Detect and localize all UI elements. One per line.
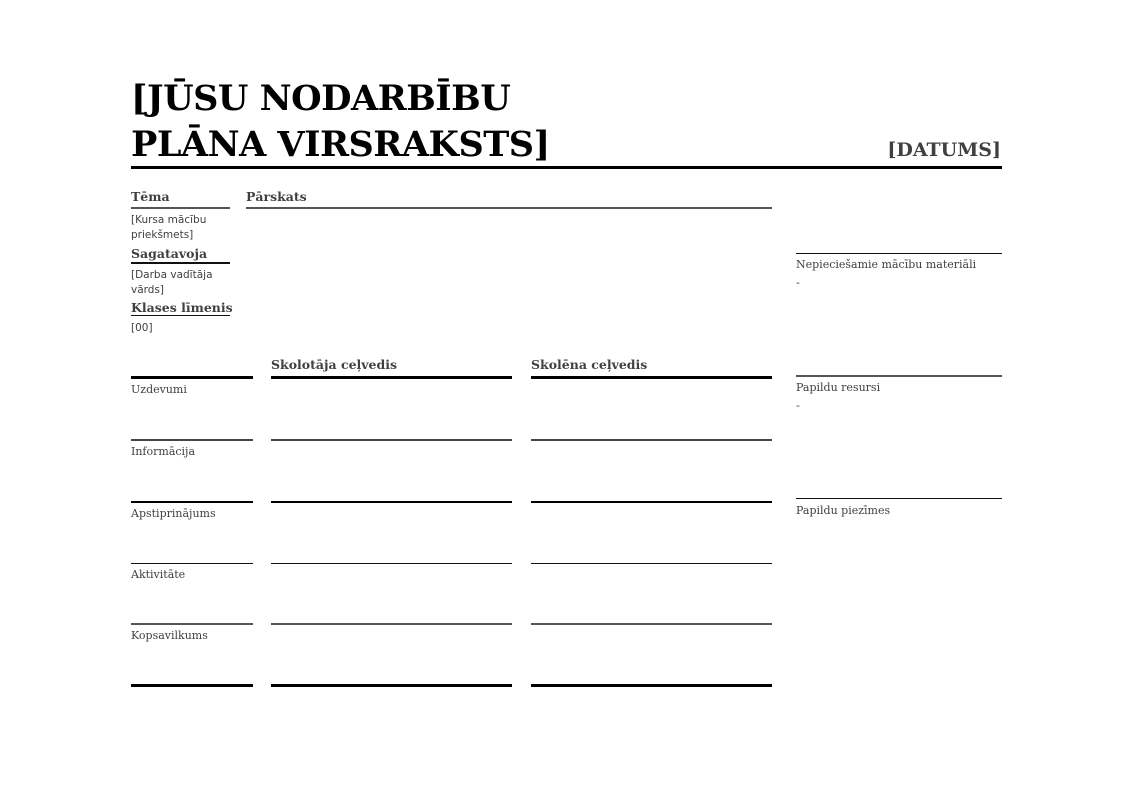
teacher-cell-summary[interactable] bbox=[271, 626, 512, 684]
student-guide-label: Skolēna ceļvedis bbox=[531, 357, 648, 372]
overview-label: Pārskats bbox=[246, 189, 307, 204]
student-cell-summary[interactable] bbox=[531, 626, 772, 684]
row-rule-4-teacher bbox=[271, 623, 512, 625]
row-rule-4-student bbox=[531, 623, 772, 625]
notes-rule bbox=[796, 498, 1002, 499]
date-field[interactable]: [DATUMS] bbox=[887, 139, 1001, 161]
row-rule-1-student bbox=[531, 439, 772, 441]
class-level-rule bbox=[131, 315, 230, 316]
prepared-by-value[interactable] bbox=[131, 268, 213, 298]
prepared-by-value-line-2: vārds] bbox=[131, 284, 165, 296]
topic-value[interactable] bbox=[131, 213, 206, 243]
overview-content-area[interactable] bbox=[246, 212, 772, 342]
row-label-summary: Kopsavilkums bbox=[131, 629, 208, 642]
row-rule-2-teacher bbox=[271, 501, 512, 503]
row-rule-4-labels bbox=[131, 623, 253, 625]
teacher-cell-information[interactable] bbox=[271, 442, 512, 500]
topic-rule bbox=[131, 207, 230, 209]
title-divider bbox=[131, 166, 1002, 169]
teacher-cell-tasks[interactable] bbox=[271, 380, 512, 438]
row-rule-3-student bbox=[531, 563, 772, 564]
grid-top-rule-teacher bbox=[271, 376, 512, 379]
row-label-activity: Aktivitāte bbox=[131, 568, 186, 581]
materials-rule bbox=[796, 253, 1002, 254]
student-cell-information[interactable] bbox=[531, 442, 772, 500]
student-cell-tasks[interactable] bbox=[531, 380, 772, 438]
row-rule-5-student bbox=[531, 684, 772, 687]
row-rule-5-teacher bbox=[271, 684, 512, 687]
teacher-cell-verification[interactable] bbox=[271, 504, 512, 562]
materials-label: Nepieciešamie mācību materiāli bbox=[796, 258, 977, 271]
row-rule-1-teacher bbox=[271, 439, 512, 441]
student-cell-activity[interactable] bbox=[531, 565, 772, 623]
row-label-tasks: Uzdevumi bbox=[131, 383, 187, 396]
notes-label: Papildu piezīmes bbox=[796, 504, 891, 517]
prepared-by-label: Sagatavoja bbox=[131, 246, 208, 261]
prepared-by-value-line-1: [Darba vadītāja bbox=[131, 269, 213, 281]
row-rule-3-teacher bbox=[271, 563, 512, 564]
lesson-plan-title[interactable] bbox=[131, 76, 550, 168]
grid-top-rule-labels bbox=[131, 376, 253, 379]
row-rule-2-student bbox=[531, 501, 772, 503]
title-line-2: PLĀNA VIRSRAKSTS] bbox=[131, 124, 550, 165]
title-line-1: [JŪSU NODARBĪBU bbox=[131, 78, 511, 119]
topic-value-line-2: priekšmets] bbox=[131, 229, 194, 241]
resources-value[interactable]: - bbox=[796, 399, 800, 412]
class-level-label: Klases līmenis bbox=[131, 300, 233, 315]
topic-label: Tēma bbox=[131, 189, 170, 204]
resources-rule bbox=[796, 375, 1002, 377]
resources-label: Papildu resursi bbox=[796, 381, 881, 394]
row-rule-3-labels bbox=[131, 563, 253, 564]
row-rule-2-labels bbox=[131, 501, 253, 503]
topic-value-line-1: [Kursa mācību bbox=[131, 214, 207, 226]
student-cell-verification[interactable] bbox=[531, 504, 772, 562]
overview-rule bbox=[246, 207, 772, 209]
teacher-cell-activity[interactable] bbox=[271, 565, 512, 623]
prepared-by-rule bbox=[131, 262, 230, 264]
teacher-guide-label: Skolotāja ceļvedis bbox=[271, 357, 398, 372]
grid-top-rule-student bbox=[531, 376, 772, 379]
row-label-verification: Apstiprinājums bbox=[131, 507, 216, 520]
row-rule-1-labels bbox=[131, 439, 253, 441]
row-rule-5-labels bbox=[131, 684, 253, 687]
class-level-value[interactable]: [00] bbox=[131, 322, 153, 334]
row-label-information: Informācija bbox=[131, 445, 196, 458]
materials-value[interactable]: - bbox=[796, 276, 800, 289]
notes-content-area[interactable] bbox=[796, 522, 1002, 682]
